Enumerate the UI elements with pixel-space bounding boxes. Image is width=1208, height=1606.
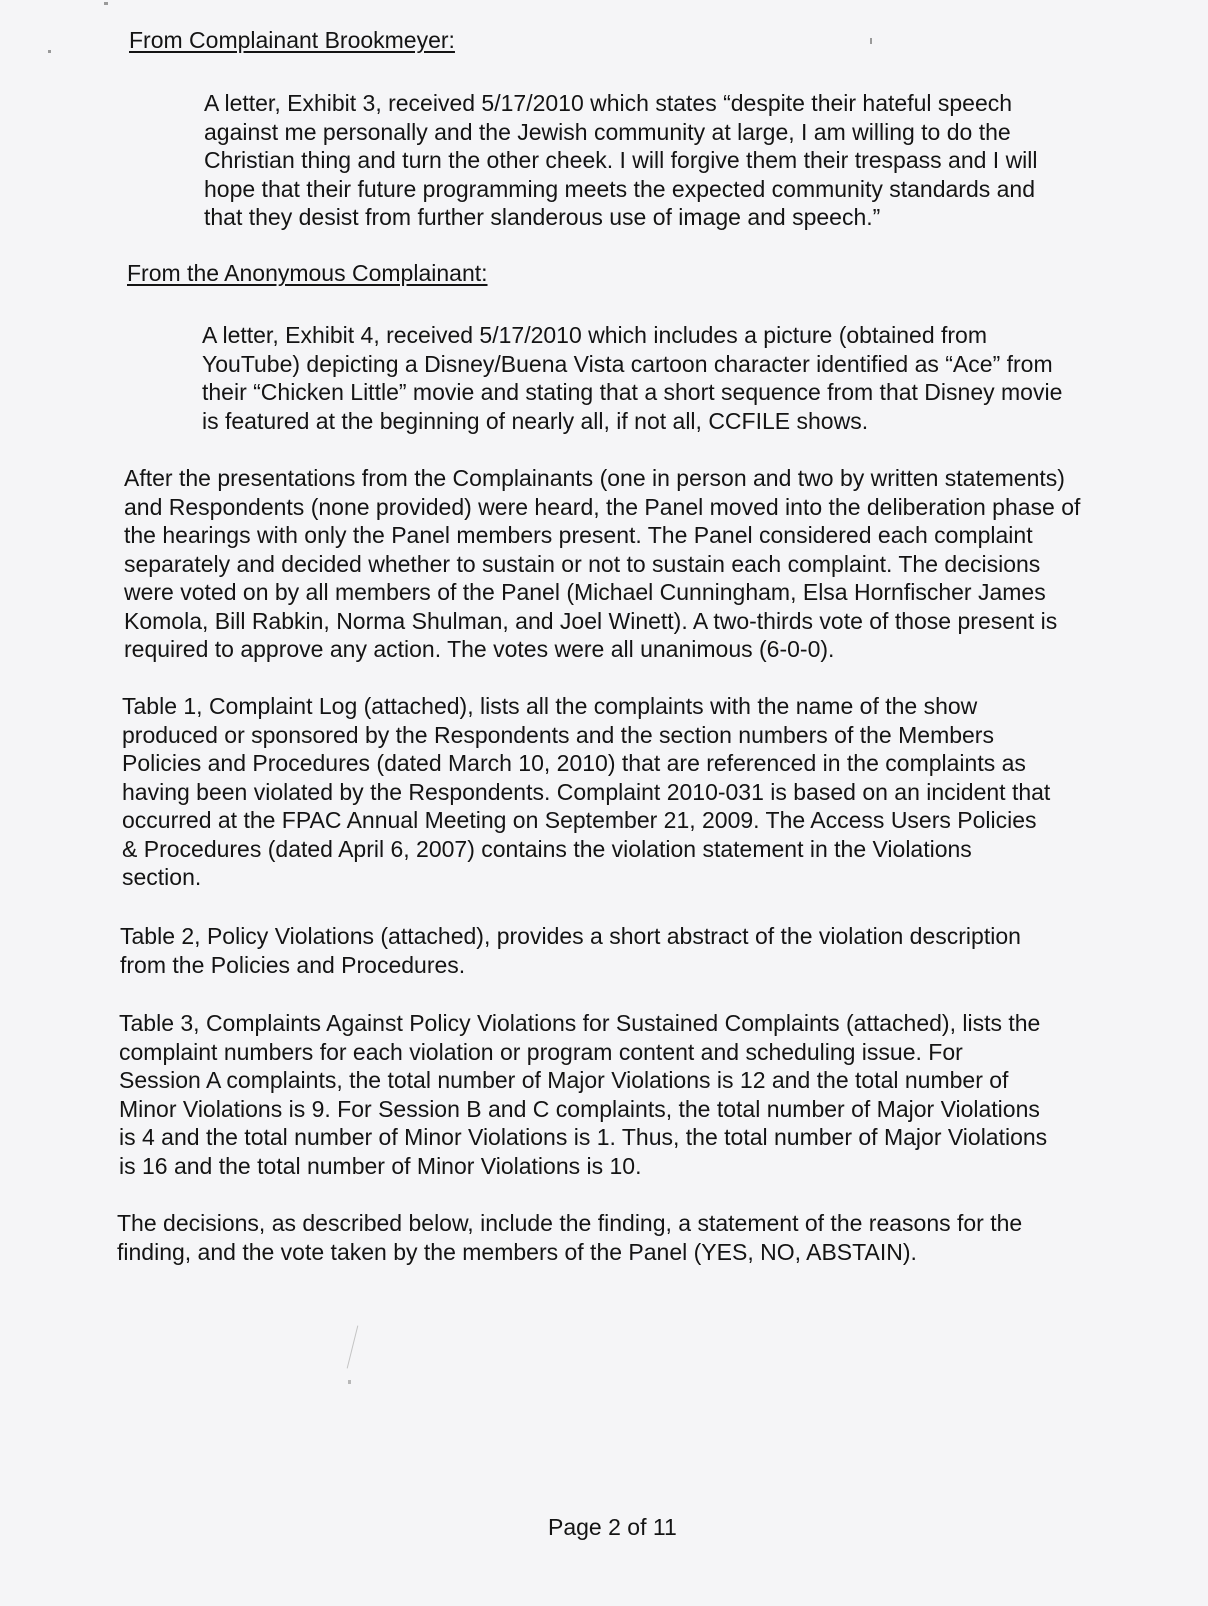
scan-speck [104,2,108,5]
scan-speck [870,38,872,44]
section-heading-anonymous: From the Anonymous Complainant: [127,260,488,286]
section-heading-brookmeyer: From Complainant Brookmeyer: [129,27,455,53]
text-line: & Procedures (dated April 6, 2007) contains the violation statement in the Violations [122,835,972,862]
text-line: After the presentations from the Complainants (one in person and two by written statements) [124,465,1065,491]
text-line: against me personally and the Jewish community at large, I am willing to do the [204,118,1011,145]
text-line: occurred at the FPAC Annual Meeting on September 21, 2009. The Access Users Policies [122,807,1037,833]
text-line: having been violated by the Respondents. Complaint 2010-031 is based on an incident that [122,778,1051,805]
text-line: Policies and Procedures (dated March 10, 2010) that are referenced in the complaints as [122,750,1026,776]
text-line: A letter, Exhibit 3, received 5/17/2010 which states “despite their hateful speech [204,90,1013,116]
text-line: YouTube) depicting a Disney/Buena Vista cartoon character identified as “Ace” from [202,350,1053,377]
scan-speck [48,50,51,53]
text-line: and Respondents (none provided) were heard, the Panel moved into the deliberation phase of [124,493,1081,520]
text-line: is 4 and the total number of Minor Violations is 1. Thus, the total number of Major Violations [119,1124,1048,1150]
text-line: is 16 and the total number of Minor Violations is 10. [119,1152,642,1179]
text-line: produced or sponsored by the Respondents and the section numbers of the Members [122,721,994,748]
text-line: Komola, Bill Rabkin, Norma Shulman, and Joel Winett). A two-thirds vote of those present is [124,607,1058,634]
text-line: A letter, Exhibit 4, received 5/17/2010 which includes a picture (obtained from [202,322,988,348]
paragraph-decisions [117,1209,1022,1266]
text-line: the hearings with only the Panel members present. The Panel considered each complaint [124,522,1033,548]
text-line: is featured at the beginning of nearly all, if not all, CCFILE shows. [202,407,869,434]
paragraph-deliberation [124,464,1080,664]
text-line: Table 1, Complaint Log (attached), lists all the complaints with the name of the show [122,693,978,719]
scan-speck [348,1380,351,1384]
text-line: that they desist from further slanderous use of image and speech.” [204,204,881,230]
page-number: Page 2 of 11 [548,1514,677,1540]
text-line: Table 3, Complaints Against Policy Violations for Sustained Complaints (attached), lists the [119,1010,1041,1036]
text-line: complaint numbers for each violation or program content and scheduling issue. For [119,1038,963,1065]
paragraph-table-2 [120,922,1021,979]
anonymous-letter-text [202,321,1062,435]
text-line: section. [122,864,202,890]
text-line: Session A complaints, the total number of Major Violations is 12 and the total number of [119,1067,1009,1093]
text-line: were voted on by all members of the Panel (Michael Cunningham, Elsa Hornfischer James [124,579,1046,605]
text-line: their “Chicken Little” movie and stating that a short sequence from that Disney movie [202,379,1063,405]
text-line: Table 2, Policy Violations (attached), provides a short abstract of the violation description [120,923,1021,949]
text-line: separately and decided whether to sustain or not to sustain each complaint. The decisions [124,550,1041,577]
text-line: from the Policies and Procedures. [120,951,466,978]
scan-mark [347,1326,359,1369]
text-line: finding, and the vote taken by the members of the Panel (YES, NO, ABSTAIN). [117,1238,917,1265]
text-line: Minor Violations is 9. For Session B and C complaints, the total number of Major Violations [119,1095,1040,1122]
brookmeyer-letter-text [204,89,1038,232]
text-line: hope that their future programming meets the expected community standards and [204,175,1036,202]
text-line: Christian thing and turn the other cheek. I will forgive them their trespass and I will [204,147,1038,173]
text-line: The decisions, as described below, include the finding, a statement of the reasons for the [117,1210,1023,1236]
text-line: required to approve any action. The votes were all unanimous (6-0-0). [124,636,835,662]
paragraph-table-1 [122,692,1050,892]
paragraph-table-3 [119,1009,1047,1180]
